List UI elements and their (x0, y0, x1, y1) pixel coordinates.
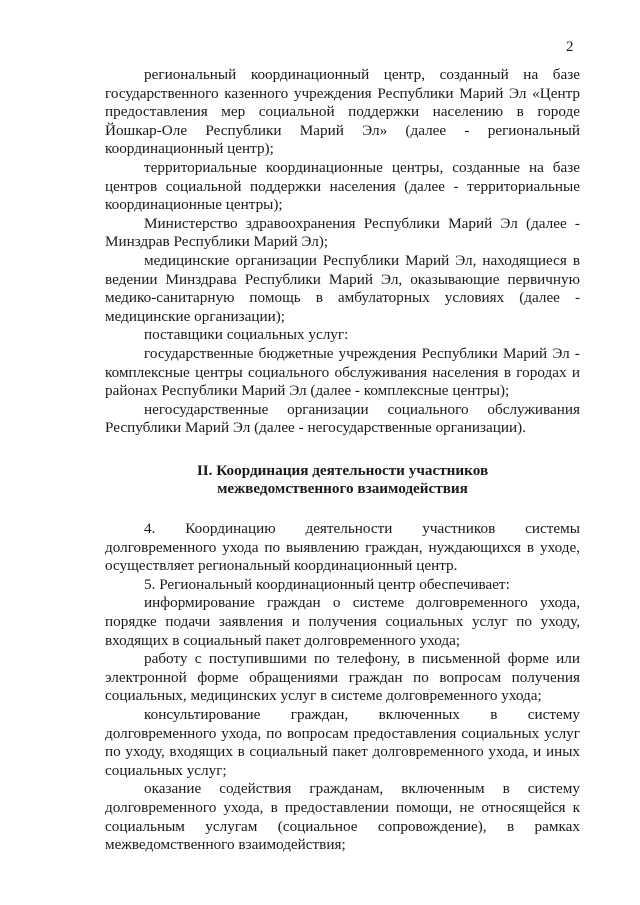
document-body (105, 66, 580, 855)
paragraph-state-institutions: государственные бюджетные учреждения Республики Марий Эл - комплексные центры социального обслуживания населения в городах и районах Республики Марий Эл (далее - комплексные центры); (105, 344, 580, 400)
paragraph-medical-organizations: медицинские организации Республики Марий Эл, находящиеся в ведении Минздрава Республики Марий Эл, оказывающие первичную медико-санитарную помощь в амбулаторных условиях (далее - медицинские организации); (105, 251, 580, 325)
paragraph-ministry: Министерство здравоохранения Республики Марий Эл (далее - Минздрав Республики Марий Эл); (105, 214, 580, 251)
paragraph-regional-center: региональный координационный центр, созданный на базе государственного казенного учреждения Республики Марий Эл «Центр предоставления мер социальной поддержки населению в городе Йошкар-Оле Республики Марий Эл» (далее - региональный координационный центр); (105, 66, 580, 158)
paragraph-service-providers: поставщики социальных услуг: (144, 326, 349, 344)
paragraph-territorial-centers: территориальные координационные центры, созданные на базе центров социальной поддержки населения (далее - территориальные координационные центры); (105, 158, 580, 214)
section-heading-line-2: межведомственного взаимодействия (217, 480, 468, 498)
page-number: 2 (566, 39, 574, 55)
section-heading-line-1: II. Координация деятельности участников (196, 461, 489, 479)
paragraph-non-state-organizations: негосударственные организации социального обслуживания Республики Марий Эл (далее - негосударственные организации). (105, 400, 580, 437)
paragraph-item-5: 5. Региональный координационный центр обеспечивает: (144, 575, 510, 593)
paragraph-informing: информирование граждан о системе долговременного ухода, порядке подачи заявления и получения социальных услуг по уходу, входящих в социальный пакет долговременного ухода; (105, 594, 580, 649)
section-heading (105, 462, 580, 499)
paragraph-item-4: 4. Координацию деятельности участников системы долговременного ухода по выявлению граждан, нуждающихся в уходе, осуществляет региональный координационный центр. (105, 520, 580, 575)
paragraph-handling-requests: работу с поступившими по телефону, в письменной форме или электронной форме обращениями граждан по вопросам получения социальных, медицинских услуг в системе долговременного ухода; (105, 650, 580, 705)
paragraph-assistance: оказание содействия гражданам, включенным в систему долговременного ухода, в предоставлении помощи, не относящейся к социальным услугам (социальное сопровождение), в рамках межведомственного взаимодействия; (105, 780, 580, 854)
paragraph-consulting: консультирование граждан, включенных в систему долговременного ухода, по вопросам предоставления социальных услуг по уходу, входящих в социальный пакет долговременного ухода, и иных социальных услуг; (105, 706, 580, 779)
